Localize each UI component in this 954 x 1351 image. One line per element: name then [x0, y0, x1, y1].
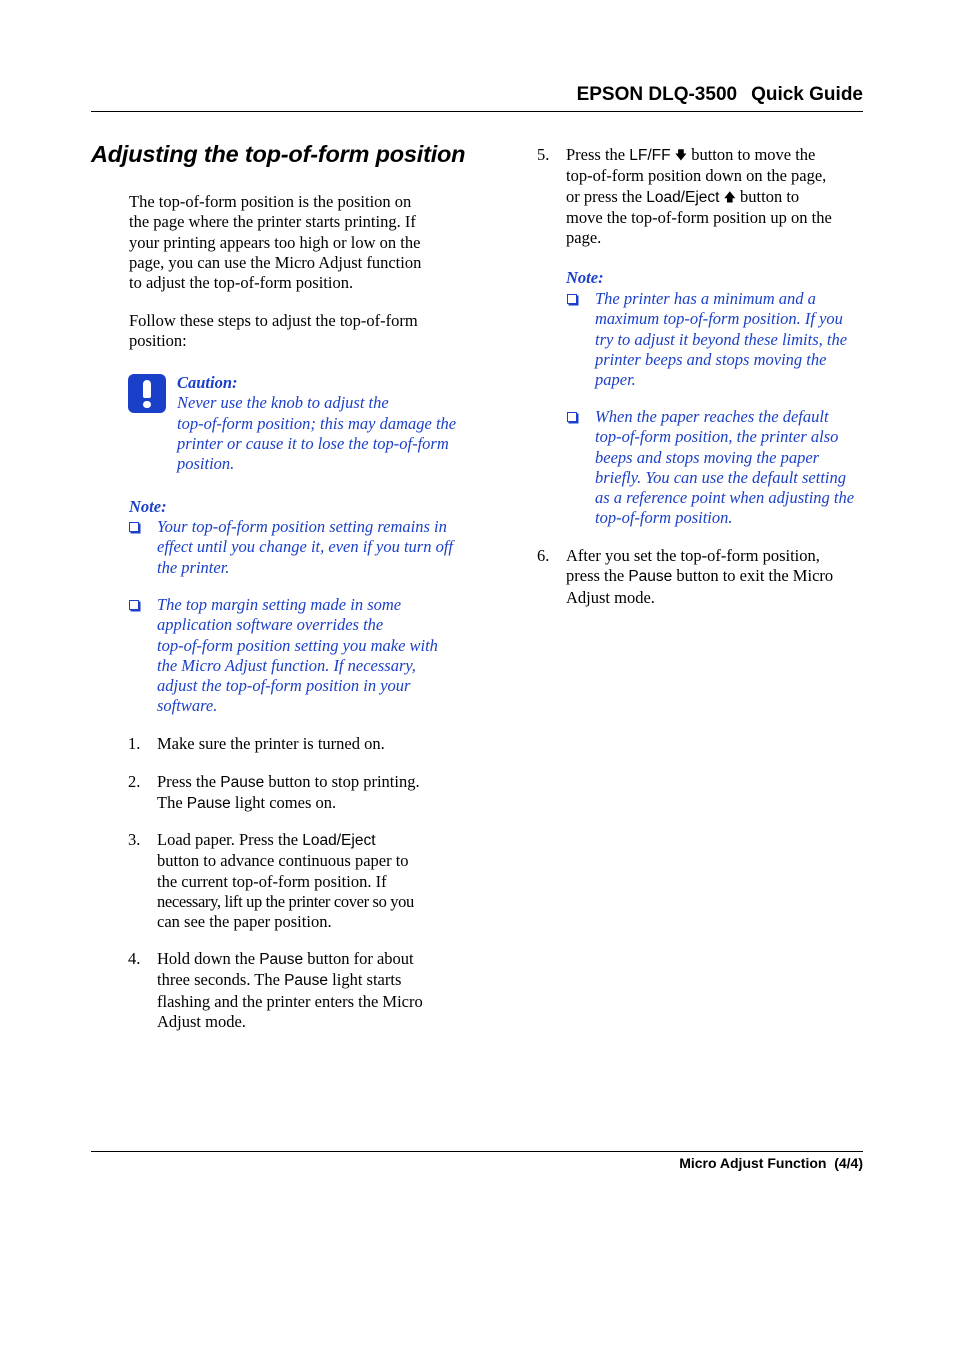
step-number: 3. — [128, 830, 141, 849]
caution-block — [177, 373, 456, 474]
step-number: 2. — [128, 772, 141, 791]
intro-line: your printing appears too high or low on the — [129, 232, 421, 252]
step-number: 5. — [537, 145, 550, 164]
section-title: Adjusting the top-of-form position — [91, 141, 466, 167]
exclamation-icon — [128, 374, 166, 413]
load-eject-key-label: Load/Eject — [302, 832, 376, 849]
step-text: Make sure the printer is turned on. — [157, 734, 385, 753]
pause-key-label: Pause — [284, 972, 329, 990]
caution-label: Caution: — [177, 373, 238, 392]
header-guide: Quick Guide — [751, 84, 863, 105]
intro-line: Follow these steps to adjust the top-of-form — [129, 311, 418, 330]
step-text: Hold down the Pause button for about three seconds. The Pause light starts flashing and the printer enters the Micro Adjust mode. — [157, 949, 423, 1031]
intro-line: the page where the printer starts printing. If — [129, 212, 416, 232]
up-arrow-icon: 🡅 — [723, 189, 736, 204]
intro-paragraph — [129, 192, 421, 293]
note-label: Note: — [566, 268, 604, 287]
step-text: Load paper. Press the Load/Eject button to advance continuous paper to the current top-of-form position. If necessary, lift up the printer cover so you can see the paper position. — [157, 830, 414, 932]
note-item: When the paper reaches the default top-of-form position, the printer also beeps and stops moving the paper briefly. You can use the default setting as a reference point when adjusting the top-of-form position. — [595, 407, 855, 528]
caution-line: printer or cause it to lose the top-of-form — [177, 433, 449, 453]
checkbox-bullet-icon — [567, 294, 577, 304]
checkbox-bullet-icon — [129, 522, 139, 532]
step-number: 6. — [537, 546, 550, 565]
caution-line: top-of-form position; this may damage the — [177, 413, 457, 433]
note-item: The printer has a minimum and a maximum top-of-form position. If you try to adjust it beyond these limits, the printer beeps and stops moving the paper. — [595, 289, 848, 390]
steps-intro-paragraph — [129, 311, 418, 352]
step-number: 1. — [128, 734, 141, 753]
step-text: Press the LF/FF 🡇 button to move the top-of-form position down on the page, or press the Load/Eject 🡅 button to move the top-of-form position up on the page. — [566, 145, 832, 248]
note-label: Note: — [129, 497, 167, 516]
pause-key-label: Pause — [220, 774, 265, 791]
checkbox-bullet-icon — [567, 412, 577, 422]
checkbox-bullet-icon — [129, 600, 139, 610]
step-text: Press the Pause button to stop printing. The Pause light comes on. — [157, 772, 420, 813]
pause-key-label: Pause — [628, 568, 673, 586]
intro-line: position: — [129, 331, 187, 351]
caution-line: position. — [177, 454, 235, 474]
footer-rule — [91, 1151, 863, 1152]
down-arrow-icon: 🡇 — [674, 148, 688, 162]
intro-line: page, you can use the Micro Adjust function — [129, 252, 422, 272]
caution-line: Never use the knob to adjust the — [177, 393, 389, 413]
note-item: Your top-of-form position setting remains in effect until you change it, even if you turn off the printer. — [157, 517, 454, 577]
step-number: 4. — [128, 949, 141, 968]
load-eject-key-label: Load/Eject — [646, 188, 720, 206]
intro-line: to adjust the top-of-form position. — [129, 273, 354, 293]
note-item: The top margin setting made in some application software overrides the top-of-form position setting you make with the Micro Adjust function. If necessary, adjust the top-of-form position in your software. — [157, 595, 438, 716]
running-footer: Micro Adjust Function (4/4) — [679, 1155, 863, 1171]
running-header — [577, 84, 863, 106]
header-rule — [91, 111, 863, 112]
pause-key-label: Pause — [186, 795, 231, 813]
intro-line: The top-of-form position is the position on — [129, 192, 412, 211]
header-product: EPSON DLQ-3500 — [576, 84, 738, 105]
step-text: After you set the top-of-form position, press the Pause button to exit the Micro Adjust mode. — [566, 546, 834, 607]
lf-ff-key-label: LF/FF — [629, 147, 671, 164]
pause-key-label: Pause — [259, 951, 304, 968]
